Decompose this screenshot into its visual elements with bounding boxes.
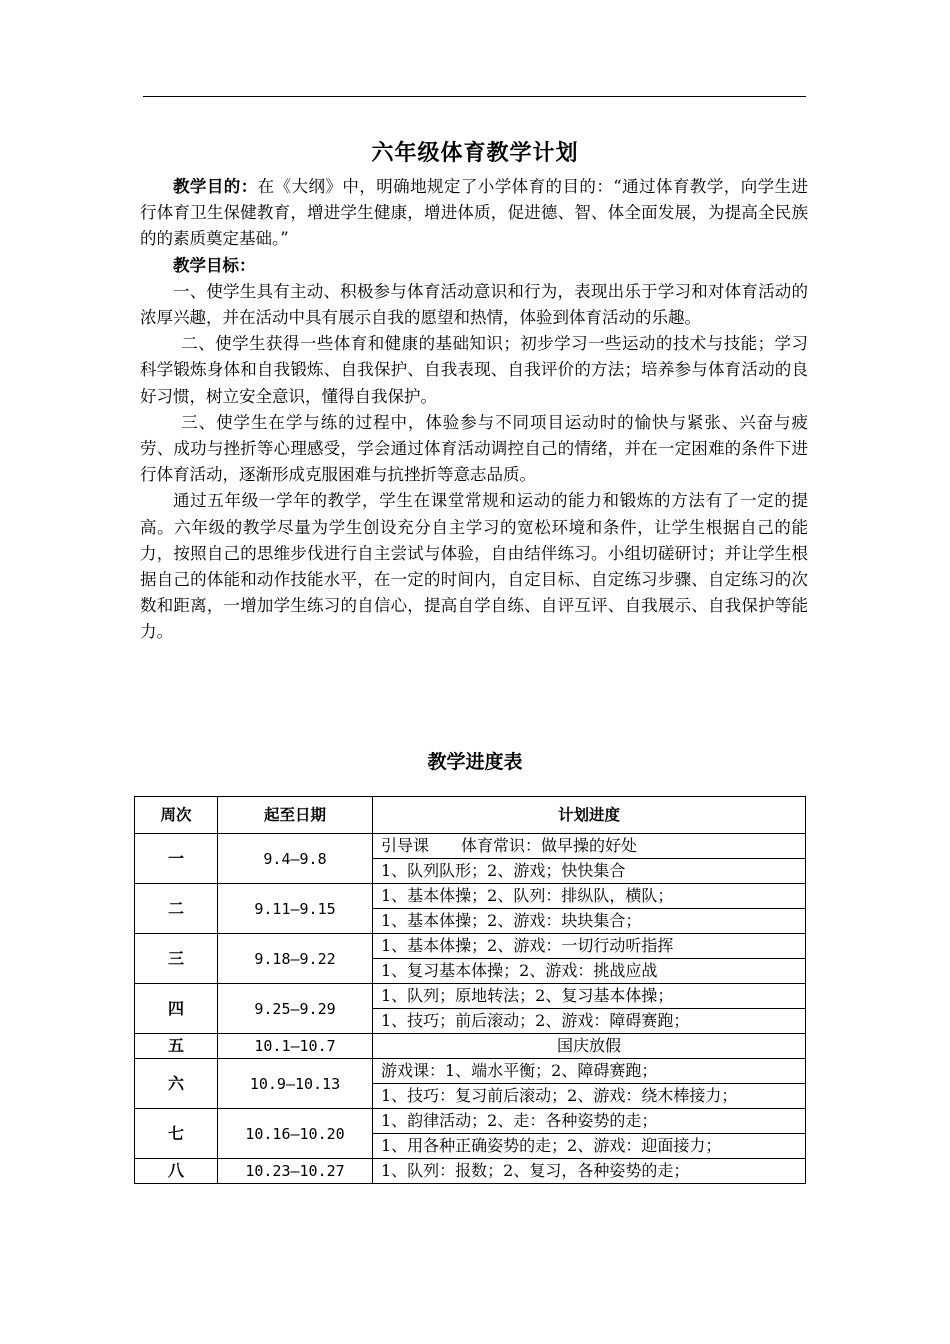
- date-cell: 9.18—9.22: [218, 934, 373, 984]
- plan-cell: 1、基本体操；2、队列：排纵队，横队；: [373, 884, 806, 909]
- plan-cell: 1、技巧：复习前后滚动；2、游戏：绕木棒接力；: [373, 1084, 806, 1109]
- table-row: [135, 984, 806, 1009]
- week-header: 周次: [135, 797, 218, 834]
- schedule-title: 教学进度表: [427, 751, 523, 773]
- date-cell: 9.25—9.29: [218, 984, 373, 1034]
- plan-cell: 引导课 体育常识：做早操的好处: [373, 834, 806, 859]
- goal-1: 一、使学生具有主动、积极参与体育活动意识和行为，表现出乐于学习和对体育活动的浓厚兴趣，并在活动中具有展示自我的愿望和热情，体验到体育活动的乐趣。: [140, 281, 808, 328]
- plan-cell: 1、韵律活动；2、走：各种姿势的走；: [373, 1109, 806, 1134]
- plan-cell: 国庆放假: [373, 1034, 806, 1059]
- plan-cell: 1、用各种正确姿势的走；2、游戏：迎面接力；: [373, 1134, 806, 1159]
- date-cell: 9.11—9.15: [218, 884, 373, 934]
- week-cell: 五: [135, 1034, 218, 1059]
- date-cell: 10.1—10.7: [218, 1034, 373, 1059]
- table-row: [135, 1109, 806, 1134]
- plan-cell: 游戏课：1、端水平衡；2、障碍赛跑；: [373, 1059, 806, 1084]
- week-cell: 七: [135, 1109, 218, 1159]
- purpose-label: 教学目的：: [173, 177, 258, 196]
- date-cell: 9.4—9.8: [218, 834, 373, 884]
- table-row: [135, 884, 806, 909]
- table-row: [135, 1159, 806, 1184]
- purpose-paragraph: [140, 174, 808, 253]
- goal-2: 二、使学生获得一些体育和健康的基础知识；初步学习一些运动的技术与技能；学习科学锻炼身体和自我锻炼、自我保护、自我表现、自我评价的方法；培养参与体育活动的良好习惯，树立安全意识，懂得自我保护。: [140, 334, 808, 406]
- summary-paragraph: 通过五年级一学年的教学，学生在课堂常规和运动的能力和锻炼的方法有了一定的提高。六年级的教学尽量为学生创设充分自主学习的宽松环境和条件，让学生根据自己的能力，按照自己的思维步伐进行自主尝试与体验，自由结伴练习。小组切磋研讨；并让学生根据自己的体能和动作技能水平，在一定的时间内，自定目标、自定练习步骤、自定练习的次数和距离，一增加学生练习的自信心，提高自学自练、自评互评、自我展示、自我保护等能力。: [140, 491, 808, 642]
- plan-cell: 1、队列：报数；2、复习，各种姿势的走；: [373, 1159, 806, 1184]
- plan-cell: 1、基本体操；2、游戏：一切行动听指挥: [373, 934, 806, 959]
- plan-cell: 1、队列；原地转法；2、复习基本体操；: [373, 984, 806, 1009]
- purpose-text: 在《大纲》中，明确地规定了小学体育的目的：“通过体育教学，向学生进行体育卫生保健教育，增进学生健康，增进体质，促进德、智、体全面发展，为提高全民族的的素质奠定基础。”: [140, 177, 808, 249]
- table-row: [135, 1034, 806, 1059]
- plan-cell: 1、队列队形；2、游戏；快快集合: [373, 859, 806, 884]
- table-header-row: [135, 797, 806, 834]
- week-cell: 四: [135, 984, 218, 1034]
- date-cell: 10.9—10.13: [218, 1059, 373, 1109]
- plan-cell: 1、技巧；前后滚动；2、游戏：障碍赛跑；: [373, 1009, 806, 1034]
- header-rule: [143, 96, 806, 97]
- goal-3: 三、使学生在学与练的过程中，体验参与不同项目运动时的愉快与紧张、兴奋与疲劳、成功与挫折等心理感受，学会通过体育活动调控自己的情绪，并在一定困难的条件下进行体育活动，逐渐形成克服困难与抗挫折等意志品质。: [140, 412, 808, 485]
- schedule-table: [134, 796, 806, 1184]
- plan-header: 计划进度: [373, 797, 806, 834]
- plan-cell: 1、复习基本体操；2、游戏：挑战应战: [373, 959, 806, 984]
- goals-label: 教学目标：: [173, 255, 256, 275]
- date-cell: 10.16—10.20: [218, 1109, 373, 1159]
- document-body: [140, 174, 808, 646]
- week-cell: 二: [135, 884, 218, 934]
- plan-cell: 1、基本体操；2、游戏：块块集合；: [373, 909, 806, 934]
- week-cell: 三: [135, 934, 218, 984]
- week-cell: 一: [135, 834, 218, 884]
- table-row: [135, 1059, 806, 1084]
- table-row: [135, 934, 806, 959]
- date-cell: 10.23—10.27: [218, 1159, 373, 1184]
- week-cell: 八: [135, 1159, 218, 1184]
- week-cell: 六: [135, 1059, 218, 1109]
- table-row: [135, 834, 806, 859]
- dates-header: 起至日期: [218, 797, 373, 834]
- document-title: 六年级体育教学计划: [371, 141, 579, 166]
